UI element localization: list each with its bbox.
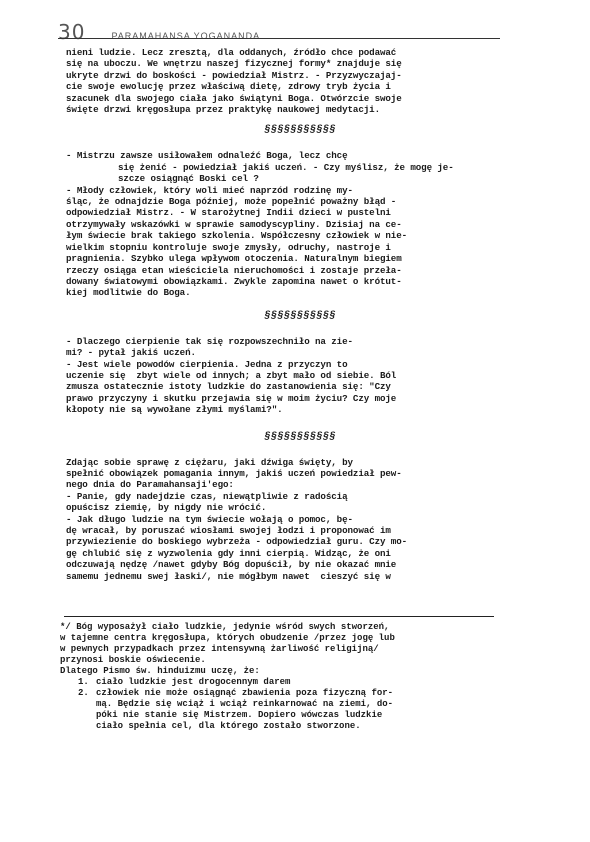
paragraph-6: Zdając sobie sprawę z ciężaru, jaki dźwiga święty, by spełnić obowiązek pomagania innym, jakiś uczeń powiedział pew- nego dnia do Paramahansaji'ego: (66, 456, 402, 491)
footnote-text: */ Bóg wyposażył ciało ludzkie, jedynie wśród swych stworzeń, w tajemne centra kręgosłupa, których obudzenie /przez jogę lub w pewnych przypadkach przez intensywną żarliwość religijną/ przynosi boskie oświecenie. Dlatego Pismo św. hinduizmu uczę, że: (60, 622, 395, 676)
section-separator-3: §§§§§§§§§§§ (264, 431, 336, 443)
page-header (58, 20, 260, 44)
section-separator-1: §§§§§§§§§§§ (264, 125, 336, 137)
paragraph-5: - Jest wiele powodów cierpienia. Jedna z przyczyn to uczenie się zbyt wiele od innych; a zbyt mało od siebie. Ból zmusza ostatecznie istoty ludzkie do zastanowienia się: "Czy prawo przyczyny i skutku przejawia się w moim życiu? Czy moje kłopoty nie są wywołane złymi myślami?". (66, 358, 397, 416)
footnote-item-number: 2. (78, 688, 89, 698)
footnote-item-number: 1. (78, 677, 89, 687)
section-separator-2: §§§§§§§§§§§ (264, 310, 336, 322)
paragraph-1: nieni ludzie. Lecz zresztą, dla oddanych, źródło chce podawać się na uboczu. We wnętrzu naszej fizycznej formy* znajduje się ukryte drzwi do boskości - powiedział Mistrz. - Przyzwyczajaj- cie swoje ewolucję przez właściwą dietę, zdrowy tryb życia i szacunek dla swojego ciała jako świątyni Boga. Otwórzcie swoje święte drzwi kręgosłupa przez praktykę naukowej medytacji. (66, 47, 402, 116)
main-text (66, 47, 506, 582)
footnote-list (60, 677, 510, 732)
footnote-rule (64, 616, 494, 617)
footnote-item (78, 688, 510, 732)
paragraph-4: - Dlaczego cierpienie tak się rozpowszechniło na zie- mi? - pytał jakiś uczeń. (66, 335, 353, 359)
footnote-item-text: ciało ludzkie jest drogocennym darem (96, 677, 291, 687)
paragraph-7: - Panie, gdy nadejdzie czas, niewątpliwie z radością opuścisz ziemię, by nigdy nie wrócić. (66, 490, 348, 514)
footnote (60, 622, 510, 732)
footnote-item (78, 677, 510, 688)
footnote-item-text: człowiek nie może osiągnąć zbawienia poza fizyczną for- mą. Będzie się wciąż i wciąż reinkarnować na ziemi, do- póki nie stanie się Mistrzem. Dopiero wówczas ludzkie ciało spełnia cel, dla którego zostało stworzone. (96, 688, 394, 731)
paragraph-2: - Mistrzu zawsze usiłowałem odnaleźć Boga, lecz chcę się żenić - powiedział jakiś uczeń. - Czy myślisz, że mogę je- szcze osiągnąć Boski cel ? (66, 150, 454, 185)
paragraph-3: - Młody człowiek, który woli mieć naprzód rodzinę my- śląc, że odnajdzie Boga później, może popełnić poważny błąd - odpowiedział Mistrz. - W starożytnej Indii dzieci w pustelni otrzymywały wskazówki w sprawie samodyscypliny. Dzisiaj na ce- łym świecie brak takiego szkolenia. Współczesny człowiek w nie- wielkim stopniu kontroluje swoje zmysły, odruchy, nastroje i pragnienia. Szybko ulega wpływom otoczenia. Naturalnym biegiem rzeczy osiąga etan wieściciela nieruchomości i zostaje przeła- dowany światowymi obowiązkami. Zwykle zapomina nawet o krótut- kiej modlitwie do Boga. (66, 184, 408, 299)
paragraph-8: - Jak długo ludzie na tym świecie wołają o pomoc, bę- dę wracał, by poruszać wiosłami swojej łodzi i proponować im przywiezienie do boskiego wybrzeża - odpowiedział guru. Czy mo- gę chlubić się z wyzwolenia gdy inni cierpią. Widząc, że oni odczuwają nędzę /nawet gdyby Bóg dopuścił, by nie okazać mnie samemu jednemu swej łaski/, nie mógłbym nawet cieszyć się w (66, 513, 408, 582)
header-rule (58, 38, 500, 39)
running-head: PARAMAHANSA YOGANANDA (111, 31, 261, 41)
page-number: 30 (58, 20, 86, 44)
